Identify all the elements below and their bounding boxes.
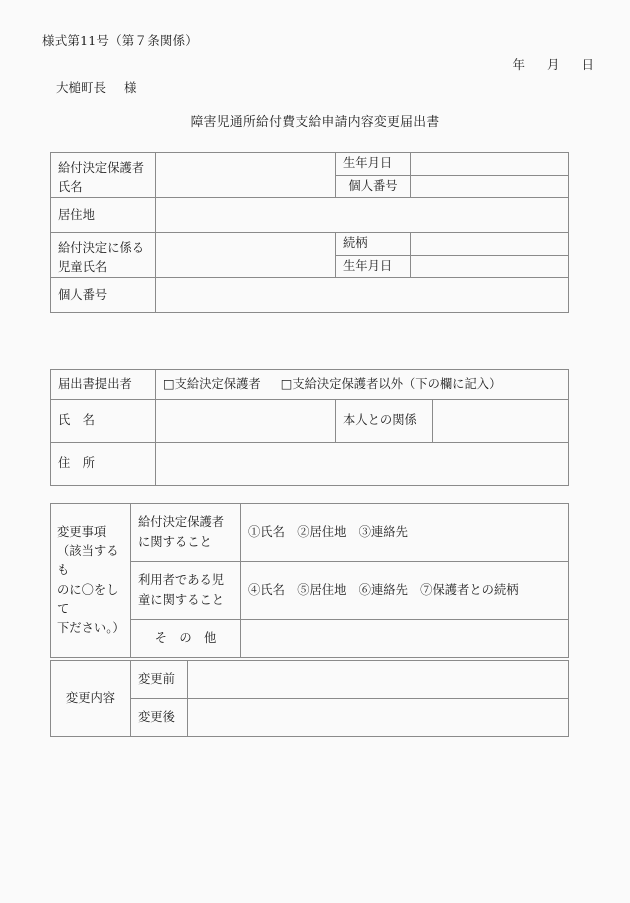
page-title: 障害児通所給付費支給申請内容変更届出書 — [190, 115, 440, 130]
before-change-label: 変更前 — [131, 661, 188, 699]
submitter-address-field[interactable] — [156, 443, 569, 486]
form-number: 様式第11号（第７条関係） — [42, 33, 199, 48]
child-relation-label: 続柄 — [336, 233, 411, 256]
change-items-label-line-2: （該当するも — [57, 544, 119, 578]
change-items-section-label — [51, 504, 131, 658]
submitter-address-label: 住 所 — [51, 443, 156, 486]
date-line — [0, 55, 594, 73]
residence-label: 居住地 — [51, 198, 156, 233]
submitter-options — [156, 370, 569, 400]
submitter-name-label: 氏 名 — [51, 400, 156, 443]
submitter-name-field[interactable] — [156, 400, 336, 443]
guardian-mynumber-label: 個人番号 — [336, 175, 411, 198]
after-change-label: 変更後 — [131, 699, 188, 737]
submitter-table — [50, 369, 569, 486]
addressee — [56, 78, 137, 96]
personal-number-field[interactable] — [156, 278, 569, 313]
table-row — [51, 198, 569, 233]
table-row — [51, 400, 569, 443]
date-year-label: 年 — [512, 57, 526, 72]
checkbox-option-guardian[interactable]: □支給決定保護者 — [163, 376, 261, 391]
child-relation-field[interactable] — [411, 233, 569, 256]
table-row — [51, 504, 569, 562]
relation-to-person-field[interactable] — [433, 400, 569, 443]
date-month-label: 月 — [547, 57, 560, 72]
addressee-name: 大槌町長 — [56, 80, 107, 95]
addressee-honorific: 様 — [124, 80, 137, 95]
change-items-table — [50, 503, 569, 658]
guardian-birthdate-field[interactable] — [411, 153, 569, 176]
child-birthdate-field[interactable] — [411, 255, 569, 278]
guardian-change-options[interactable]: ①氏名 ②居住地 ③連絡先 — [241, 504, 569, 562]
change-items-label-line-4: 下ださい。） — [57, 620, 125, 635]
child-birthdate-label: 生年月日 — [336, 255, 411, 278]
after-change-field[interactable] — [188, 699, 569, 737]
table-row — [51, 153, 569, 176]
residence-field[interactable] — [156, 198, 569, 233]
guardian-name-field[interactable] — [156, 153, 336, 198]
change-items-label-line-3: のに〇をして — [57, 582, 119, 616]
guardian-mynumber-field[interactable] — [411, 175, 569, 198]
personal-number-label: 個人番号 — [51, 278, 156, 313]
change-content-section-label: 変更内容 — [51, 661, 131, 737]
child-name-field[interactable] — [156, 233, 336, 278]
guardian-change-row-label: 給付決定保護者に関すること — [131, 504, 241, 562]
guardian-name-label: 給付決定保護者氏名 — [51, 153, 156, 198]
before-change-field[interactable] — [188, 661, 569, 699]
other-change-row-label: そ の 他 — [131, 620, 241, 658]
other-change-field[interactable] — [241, 620, 569, 658]
table-row — [51, 661, 569, 699]
table-row — [51, 370, 569, 400]
checkbox-option-other[interactable]: □支給決定保護者以外（下の欄に記入） — [280, 376, 502, 391]
relation-to-person-label: 本人との関係 — [336, 400, 433, 443]
child-change-row-label: 利用者である児童に関すること — [131, 562, 241, 620]
table-row — [51, 443, 569, 486]
guardian-birthdate-label: 生年月日 — [336, 153, 411, 176]
change-items-label-line-1: 変更事項 — [57, 525, 107, 540]
date-day-label: 日 — [581, 57, 594, 72]
table-row — [51, 278, 569, 313]
change-content-table — [50, 660, 569, 737]
child-name-label: 給付決定に係る児童氏名 — [51, 233, 156, 278]
table-row — [51, 233, 569, 256]
child-change-options[interactable]: ④氏名 ⑤居住地 ⑥連絡先 ⑦保護者との続柄 — [241, 562, 569, 620]
submitter-label: 届出書提出者 — [51, 370, 156, 400]
applicant-table — [50, 152, 569, 313]
